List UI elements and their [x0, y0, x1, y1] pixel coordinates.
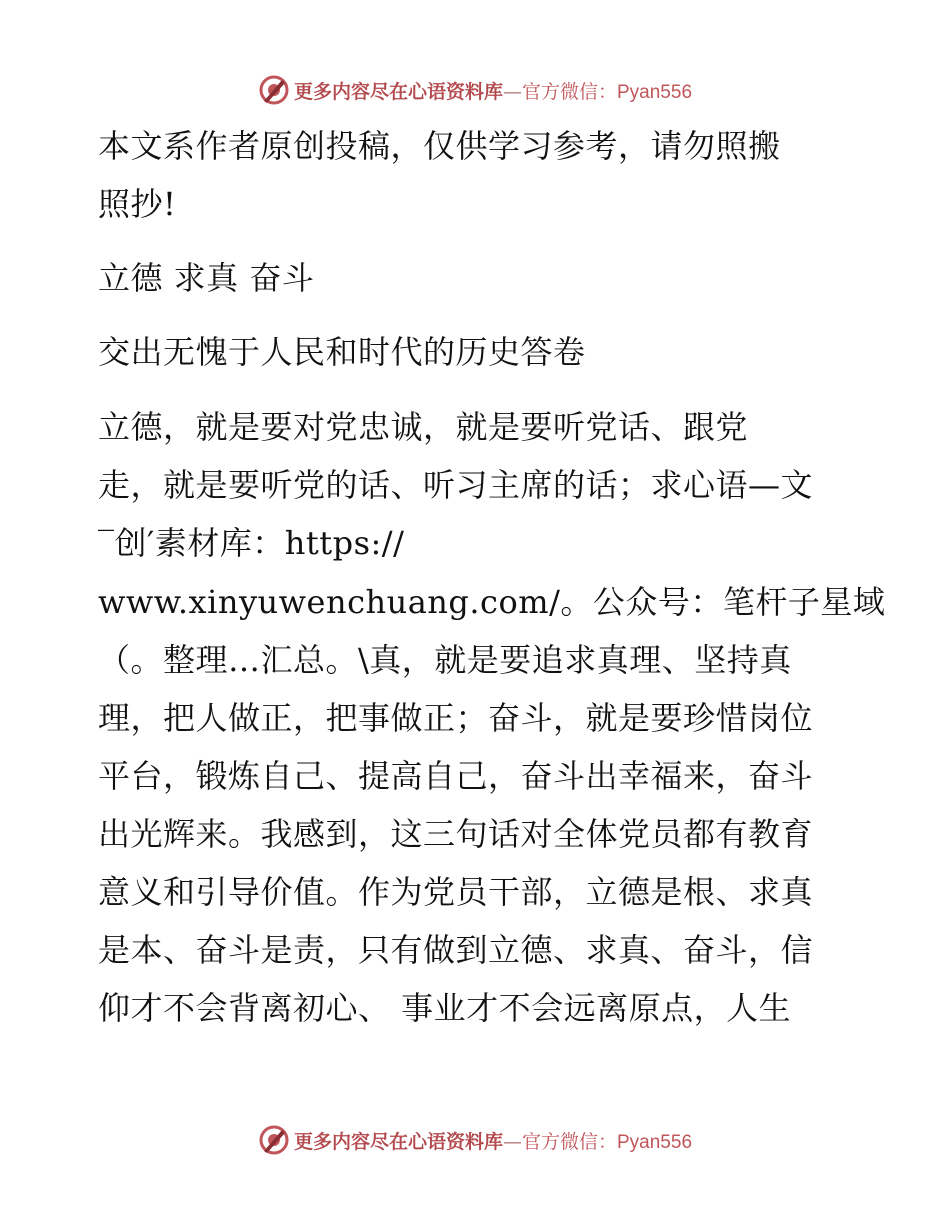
text-line: 交出无愧于人民和时代的历史答卷 [98, 333, 586, 371]
text-line: www.xinyuwenchuang.com/。公众号：笔杆子星域 [98, 583, 886, 621]
banner-wechat-id: Pyan556 [617, 1131, 693, 1153]
text-line: （。整理…汇总。\真，就是要追求真理、坚持真 [98, 641, 792, 679]
text-line: 照抄! [98, 185, 177, 223]
text-line: ‾创′素材库：https:// [98, 524, 405, 562]
quill-logo-icon [258, 1124, 290, 1156]
text-line: 立德 求真 奋斗 [98, 259, 315, 297]
banner-text [294, 1127, 692, 1154]
banner-wechat-label: 官方微信： [521, 1130, 617, 1153]
header-banner [0, 70, 950, 110]
banner-dash: — [502, 80, 522, 103]
text-line: 出光辉来。我感到，这三句话对全体党员都有教育 [98, 815, 814, 853]
text-line: 意义和引导价值。作为党员干部，立德是根、求真 [98, 873, 814, 911]
footer-banner [0, 1120, 950, 1160]
banner-main: 更多内容尽在心语资料库 [293, 80, 503, 103]
banner-dash: — [502, 1130, 522, 1153]
banner-wechat-id: Pyan556 [617, 81, 693, 103]
text-line: 平台，锻炼自己、提高自己，奋斗出幸福来，奋斗 [98, 757, 814, 795]
text-line: 走，就是要听党的话、听习主席的话；求心语—文 [98, 466, 814, 504]
text-line: 理，把人做正，把事做正；奋斗，就是要珍惜岗位 [98, 699, 814, 737]
banner-wechat-label: 官方微信： [521, 80, 617, 103]
text-line: 是本、奋斗是责，只有做到立德、求真、奋斗，信 [98, 931, 814, 969]
banner-text [294, 77, 692, 104]
banner-main: 更多内容尽在心语资料库 [293, 1130, 503, 1153]
text-line: 仰才不会背离初心、 事业才不会远离原点，人生 [98, 989, 792, 1027]
text-line: 立德，就是要对党忠诚，就是要听党话、跟党 [98, 408, 749, 446]
text-line: 本文系作者原创投稿，仅供学习参考，请勿照搬 [98, 127, 781, 165]
quill-logo-icon [258, 74, 290, 106]
